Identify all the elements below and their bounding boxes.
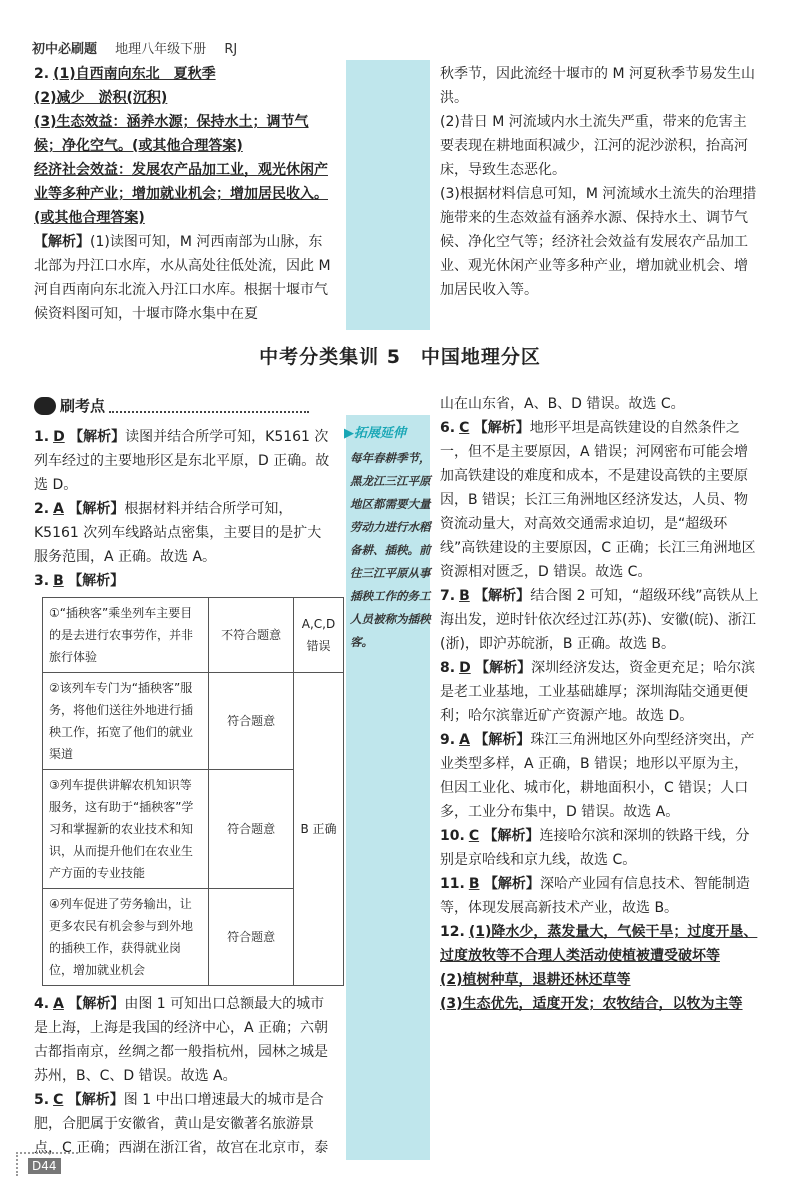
extension-title: ▶拓展延伸 (344, 426, 406, 441)
q1-text: 读图并结合所学可知，K5161 次列车经过的主要地形区是东北平原，D 正确。故选 D。 (34, 429, 330, 493)
q12-line-3: (3)生态优先，适度开发；农牧结合，以牧为主等 (440, 996, 743, 1012)
q2-line-4: 经济社会效益：发展农产品加工业，观光休闲产业等多种产业；增加就业机会；增加居民收入。(或其他合理答案) (34, 162, 328, 226)
q1-number: 1. (34, 429, 50, 445)
q2-answer: A (53, 501, 64, 517)
page-number: D44 (28, 1158, 61, 1174)
q9 (440, 728, 760, 824)
q9-tag: 【解析】 (474, 732, 531, 748)
q10-text: 连接哈尔滨和深圳的铁路干线，分别是京哈线和京九线，故选 C。 (440, 828, 750, 868)
edition: RJ (224, 42, 238, 57)
series-name: 初中必刷题 (32, 42, 98, 57)
q11-tag: 【解析】 (483, 876, 540, 892)
table-cell: 不符合题意 (209, 598, 294, 673)
q8-tag: 【解析】 (475, 660, 532, 676)
extension-body: 每年春耕季节，黑龙江三江平原地区都需要大量劳动力进行水稻备耕、插秧。前往三江平原从事插秧工作的务工人员被称为插秧客。 (350, 451, 431, 649)
q10-tag: 【解析】 (483, 828, 540, 844)
top-left-column (34, 62, 334, 326)
table-row (43, 673, 344, 770)
q4 (34, 992, 334, 1088)
q3 (34, 569, 334, 593)
analysis-text: (1)读图可知，M 河西南部为山脉，东北部为丹江口水库，水从高处往低处流，因此 M 河自西南向东北流入丹江口水库。根据十堰市气候资料图可知，十堰市降水集中在夏 (34, 234, 331, 322)
q4-tag: 【解析】 (68, 996, 125, 1012)
q3-analysis-table (42, 597, 344, 986)
q2-answer (34, 62, 334, 86)
q9-number: 9. (440, 732, 456, 748)
brush-label (34, 395, 309, 416)
dotted-rule (109, 399, 309, 413)
q6-answer: C (459, 420, 470, 436)
q7-answer: B (459, 588, 470, 604)
q11-number: 11. (440, 876, 465, 892)
q2-line-1: (1)自西南向东北 夏秋季 (53, 66, 216, 82)
q2-line-2: (2)减少 淤积(沉积) (34, 90, 168, 106)
page-header (32, 38, 251, 57)
q7-tag: 【解析】 (474, 588, 531, 604)
analysis-tag: 【解析】 (34, 234, 90, 250)
q5-text: 图 1 中出口增速最大的城市是合肥，合肥属于安徽省，黄山是安徽著名旅游景点，C 正确；西湖在浙江省，故宫在北京市，泰 (34, 1092, 329, 1156)
q6 (440, 416, 760, 584)
q12-line-2: (2)植树种草，退耕还林还草等 (440, 972, 631, 988)
q10 (440, 824, 760, 872)
bottom-right-column (440, 392, 760, 1016)
q6-text: 地形平坦是高铁建设的自然条件之一，但不是主要原因，A 错误；河网密布可能会增加高铁建设的难度和成本，不是建设高铁的主要原因，B 错误；长江三角洲地区经济发达，人员、物资流动量大，对高效交通需求迫切，是“超级环线”高铁建设的主要原因，C 正确；长江三角洲地区资源相对匮乏，D 错误。故选 C。 (440, 420, 756, 580)
top-right-p1: 秋季节，因此流经十堰市的 M 河夏秋季节易发生山洪。 (440, 66, 755, 106)
top-right-p2: (2)昔日 M 河流域内水土流失严重，带来的危害主要表现在耕地面积减少，江河的泥沙淤积，抬高河床，导致生态恶化。 (440, 114, 748, 178)
top-right-column (440, 62, 760, 302)
q9-answer: A (459, 732, 470, 748)
q5-continued: 山在山东省，A、B、D 错误。故选 C。 (440, 396, 685, 412)
q8-number: 8. (440, 660, 456, 676)
q10-answer: C (468, 828, 480, 844)
q5 (34, 1088, 334, 1160)
table-row (43, 598, 344, 673)
q11-answer: B (468, 876, 480, 892)
margin-stripe-top (346, 60, 430, 330)
q3-tag: 【解析】 (68, 573, 125, 589)
q11-text: 深哈产业园有信息技术、智能制造等，体现发展高新技术产业，故选 B。 (440, 876, 750, 916)
q3-number: 3. (34, 573, 50, 589)
q6-tag: 【解析】 (473, 420, 530, 436)
table-cell: ①“插秧客”乘坐列车主要目的是去进行农事劳作，并非旅行体验 (43, 598, 209, 673)
q12 (440, 920, 760, 968)
q2-line-3: (3)生态效益：涵养水源；保持水土；调节气候；净化空气。(或其他合理答案) (34, 114, 309, 154)
table-cell: ④列车促进了劳务输出，让更多农民有机会参与到外地的插秧工作，获得就业岗位，增加就业机会 (43, 889, 209, 986)
section-title: 中考分类集训 5 中国地理分区 (259, 346, 541, 368)
q9-text: 珠江三角洲地区外向型经济突出，产业类型多样，A 正确，B 错误；地形以平原为主，但因工业化、城市化，耕地面积小，C 错误；人口多，工业分布集中，D 错误。故选 A。 (440, 732, 755, 820)
q4-number: 4. (34, 996, 50, 1012)
q2-number: 2. (34, 66, 50, 82)
q2 (34, 497, 334, 569)
q3-answer: B (53, 573, 64, 589)
q7-text: 结合图 2 可知，“超级环线”高铁从上海出发，逆时针依次经过江苏(苏)、安徽(皖)、浙江(浙)，即沪苏皖浙，B 正确。故选 B。 (440, 588, 759, 652)
q8 (440, 656, 760, 728)
q11 (440, 872, 760, 920)
q5-tag: 【解析】 (67, 1092, 124, 1108)
q2-text: 根据材料并结合所学可知，K5161 次列车线路站点密集，主要目的是扩大服务范围，A 正确。故选 A。 (34, 501, 322, 565)
brush-label-text: 刷考点 (60, 397, 106, 415)
q12-number: 12. (440, 924, 465, 940)
q1 (34, 425, 334, 497)
q2-tag: 【解析】 (68, 501, 125, 517)
q5-number: 5. (34, 1092, 50, 1108)
brush-icon (34, 397, 56, 415)
q7-number: 7. (440, 588, 456, 604)
q10-number: 10. (440, 828, 465, 844)
q12-line-1: (1)降水少，蒸发量大，气候干旱；过度开垦、过度放牧等不合理人类活动使植被遭受破坏等 (440, 924, 758, 964)
q8-text: 深圳经济发达，资金更充足；哈尔滨是老工业基地，工业基础雄厚；深圳海陆交通更便利；哈尔滨靠近矿产资源产地。故选 D。 (440, 660, 756, 724)
q1-tag: 【解析】 (69, 429, 126, 445)
table-cell: 符合题意 (209, 889, 294, 986)
table-cell: ②该列车专门为“插秧客”服务，将他们送往外地进行插秧工作，拓宽了他们的就业渠道 (43, 673, 209, 770)
table-cell: A,C,D 错误 (294, 598, 344, 673)
q4-answer: A (53, 996, 64, 1012)
q8-answer: D (459, 660, 471, 676)
q6-number: 6. (440, 420, 456, 436)
q2-number: 2. (34, 501, 50, 517)
table-cell: B 正确 (294, 673, 344, 986)
q1-answer: D (53, 429, 65, 445)
top-right-p3: (3)根据材料信息可知，M 河流域水土流失的治理措施带来的生态效益有涵养水源、保持水土、调节气候、净化空气等；经济社会效益有发展农产品加工业、观光休闲产业等多种产业，增加就业机会、增加居民收入等。 (440, 186, 757, 298)
q5-answer: C (53, 1092, 64, 1108)
bottom-left-column (34, 425, 337, 1160)
table-cell: ③列车提供讲解农机知识等服务，这有助于“插秧客”学习和掌握新的农业技术和知识，从而提升他们在农业生产方面的专业技能 (43, 770, 209, 889)
q7 (440, 584, 760, 656)
table-cell: 符合题意 (209, 673, 294, 770)
table-cell: 符合题意 (209, 770, 294, 889)
q4-text: 由图 1 可知出口总额最大的城市是上海，上海是我国的经济中心，A 正确；六朝古都指南京，丝绸之都一般指杭州，园林之城是苏州，B、C、D 错误。故选 A。 (34, 996, 329, 1084)
q2-analysis (34, 230, 334, 326)
book-name: 地理八年级下册 (115, 42, 207, 57)
extension-box (344, 422, 436, 654)
